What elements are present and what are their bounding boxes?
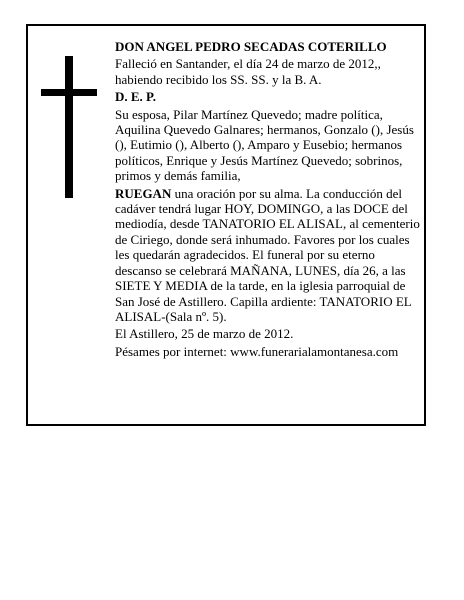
request-paragraph <box>115 186 421 325</box>
dep-line: D. E. P. <box>115 89 157 105</box>
obituary-notice <box>26 24 426 426</box>
cross-horizontal-bar <box>41 89 97 96</box>
notice-text <box>115 39 421 359</box>
family-list: Su esposa, Pilar Martínez Quevedo; madre política, Aquilina Quevedo Galnares; hermanos, Gonzalo (), Jesús (), Eutimio (), Alberto (), Amparo y Eusebio; hermanos políticos, Enrique y Jesús Martínez Quevedo; sobrinos, primos y demás familia, <box>115 106 414 184</box>
cross-icon <box>41 56 97 198</box>
cross-vertical-bar <box>65 56 73 198</box>
death-announcement: Falleció en Santander, el día 24 de marzo de 2012,, habiendo recibido los SS. SS. y la B. A. <box>115 56 381 87</box>
place-date: El Astillero, 25 de marzo de 2012. <box>115 326 294 342</box>
request-lead: RUEGAN <box>115 185 172 201</box>
deceased-name: DON ANGEL PEDRO SECADAS COTERILLO <box>115 39 387 54</box>
condolences-line: Pésames por internet: www.funerarialamontanesa.com <box>115 343 399 359</box>
request-body: una oración por su alma. La conducción del cadáver tendrá lugar HOY, DOMINGO, a las DOCE del mediodía, desde TANATORIO EL ALISAL, al cementerio de Ciriego, donde será inhumado. Favores por los cuales les quedarán agradecidos. El funeral por su eterno descanso se celebrará MAÑANA, LUNES, día 26, a las SIETE Y MEDIA de la tarde, en la iglesia parroquial de San José de Astillero. Capilla ardiente: TANATORIO EL ALISAL-(Sala nº. 5). <box>115 185 420 324</box>
